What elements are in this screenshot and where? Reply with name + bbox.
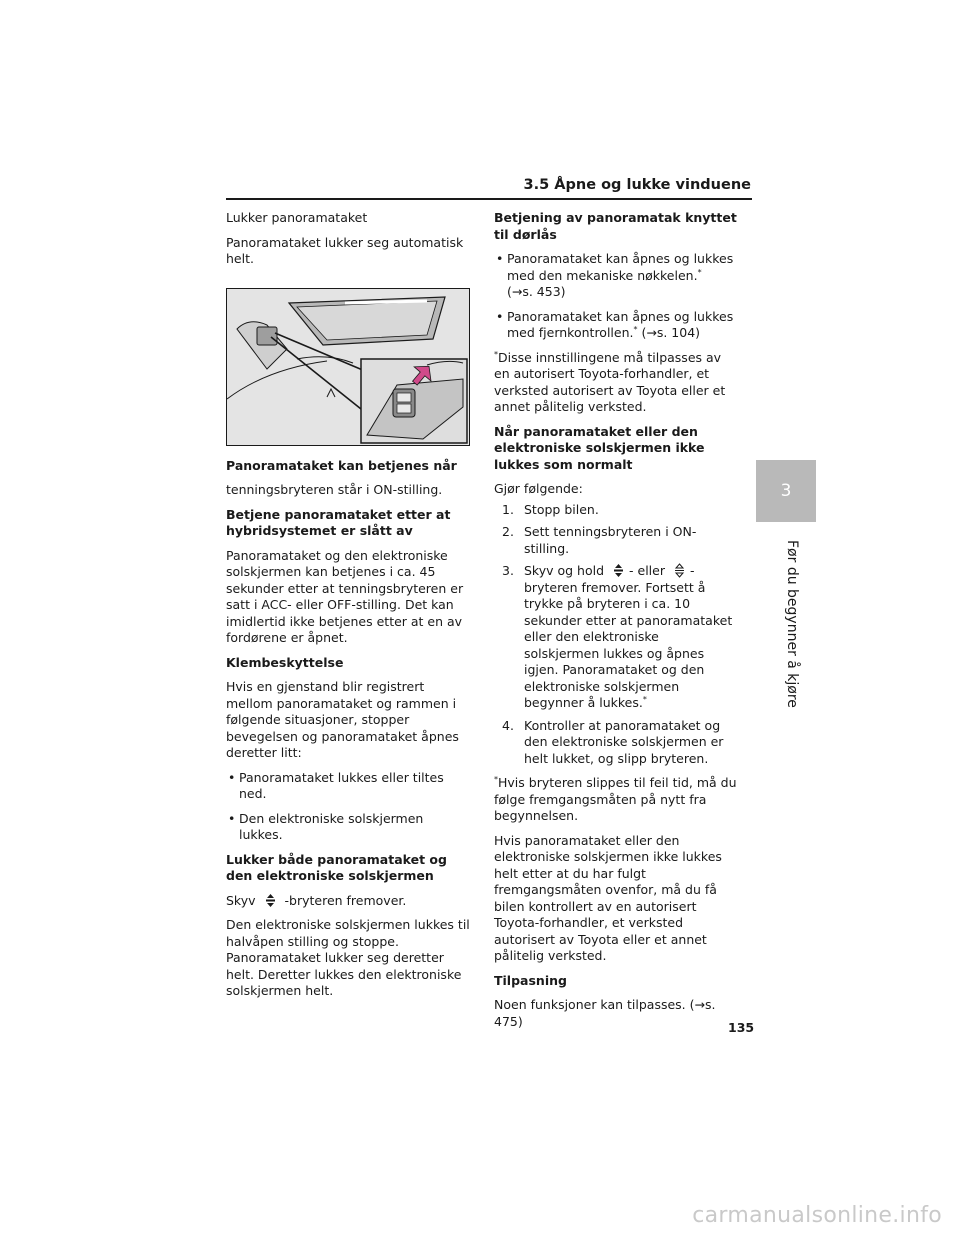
watermark: carmanualsonline.info [692,1203,942,1228]
customization-text: Noen funksjoner kan tilpasses. (→s. 475) [494,997,716,1029]
step-number: 1. [502,501,514,517]
section-header-title: 3.5 Åpne og lukke vinduene [523,177,751,193]
pinch-protection-text: Hvis en gjenstand blir registrert mellom panoramataket og rammen i følgende situasjoner, stopper bevegelsen og panoramataket åpnes deretter litt: [226,679,459,760]
door-lock-item-remote-text: Panoramataket kan åpnes og lukkes med fjernkontrollen. [507,308,734,340]
footnote-settings-text: Disse innstillingene må tilpasses av en autorisert Toyota-forhandler, et verksted autorisert av Toyota eller et annet pålitelig verksted. [494,349,726,414]
after-off-text: Panoramataket og den elektroniske solskjermen kan betjenes i ca. 45 sekunder etter at tenningsbryteren er satt i ACC- eller OFF-stilling. Det kan imidlertid ikke betjenes etter at en av fordørene er åpnet. [226,547,464,645]
step-4 [494,718,738,768]
step-text: Kontroller at panoramataket og den elektroniske solskjermen er helt lukket, og slipp bryteren. [524,717,724,766]
after-off-heading: Betjene panoramataket etter at hybridsystemet er slått av [226,506,451,538]
chapter-number: 3 [780,481,792,501]
sunshade-switch-icon [673,563,686,578]
step-text: Sett tenningsbryteren i ON-stilling. [524,524,697,556]
close-both-heading: Lukker både panoramataket og den elektroniske solskjermen [226,851,447,883]
step-2 [494,524,738,557]
footnote-mark: * [494,774,498,784]
step-number: 4. [502,717,514,733]
footnote-mark: * [494,349,498,359]
close-switch-icon [264,893,277,908]
step-3 [494,563,738,712]
illustration-svg [227,289,469,445]
footnote-mark: * [633,324,638,334]
footnote-timing-text: Hvis bryteren slippes til feil tid, må du følge fremgangsmåten på nytt fra begynnelsen. [494,775,737,823]
closing-text: Panoramataket lukker seg automatisk helt. [226,234,464,266]
page-ref-104[interactable]: (→s. 104) [641,325,701,340]
push-pre-text: Skyv [226,892,256,908]
footnote-mark: * [642,694,647,704]
footnote-mark: * [697,267,702,277]
step-text: Stopp bilen. [524,501,599,517]
footnote-settings [494,350,738,416]
push-switch-instruction [226,893,470,910]
step-number: 2. [502,524,514,539]
if-not-closed-text: Hvis panoramataket eller den elektroniske solskjermen ikke lukkes helt etter at du har fulgt fremgangsmåten ovenfor, må du få bilen kontrollert av en autorisert Toyota-forhandler, et verksted autorisert av Toyota eller et annet pålitelig verksted. [494,832,722,963]
step-3-mid-text: - eller [629,563,665,578]
pinch-protection-heading: Klembeskyttelse [226,654,344,670]
chapter-tab[interactable] [756,460,816,522]
pinch-item-sunshade: • Den elektroniske solskjermen lukkes. [226,811,470,844]
left-column [226,210,470,1008]
door-lock-item-key [494,251,738,301]
operation-condition-text: tenningsbryteren står i ON-stilling. [226,482,443,497]
step-1 [494,502,738,519]
door-lock-item-remote [494,309,738,342]
pinch-item-roof: • Panoramataket lukkes eller tiltes ned. [226,770,470,803]
right-column [494,210,738,1038]
step-3-post-text: -bryteren fremover. Fortsett å trykke på bryteren i ca. 10 sekunder etter at panoramataket eller den elektroniske solskjermen lukkes og åpnes igjen. Panoramataket og den elektroniske solskjermen begynner å lukkes. [524,563,733,710]
do-following-text: Gjør følgende: [494,481,583,496]
operation-condition-heading: Panoramataket kan betjenes når [226,457,457,473]
close-both-text: Den elektroniske solskjermen lukkes til halvåpen stilling og stoppe. Panoramataket lukker seg deretter helt. Deretter lukkes den elektroniske solskjermen helt. [226,917,470,998]
abnormal-closing-heading: Når panoramataket eller den elektroniske solskjermen ikke lukkes som normalt [494,423,705,472]
close-switch-icon [612,563,625,578]
page-ref-453[interactable]: (→s. 453) [507,284,566,299]
chapter-label-text: Før du begynner å kjøre [784,540,800,708]
closing-heading: Lukker panoramataket [226,210,368,225]
page-number: 135 [728,1020,755,1035]
door-lock-heading: Betjening av panoramatak knyttet til dørlås [494,210,737,242]
header-rule [226,198,752,200]
step-3-pre-text: Skyv og hold [524,563,605,578]
customization-heading: Tilpasning [494,972,567,988]
door-lock-item-key-text: Panoramataket kan åpnes og lukkes med den mekaniske nøkkelen. [507,251,734,283]
footnote-timing [494,775,738,825]
step-number: 3. [502,563,514,578]
panorama-roof-switch-illustration [226,288,470,446]
push-post-text: -bryteren fremover. [284,892,407,908]
